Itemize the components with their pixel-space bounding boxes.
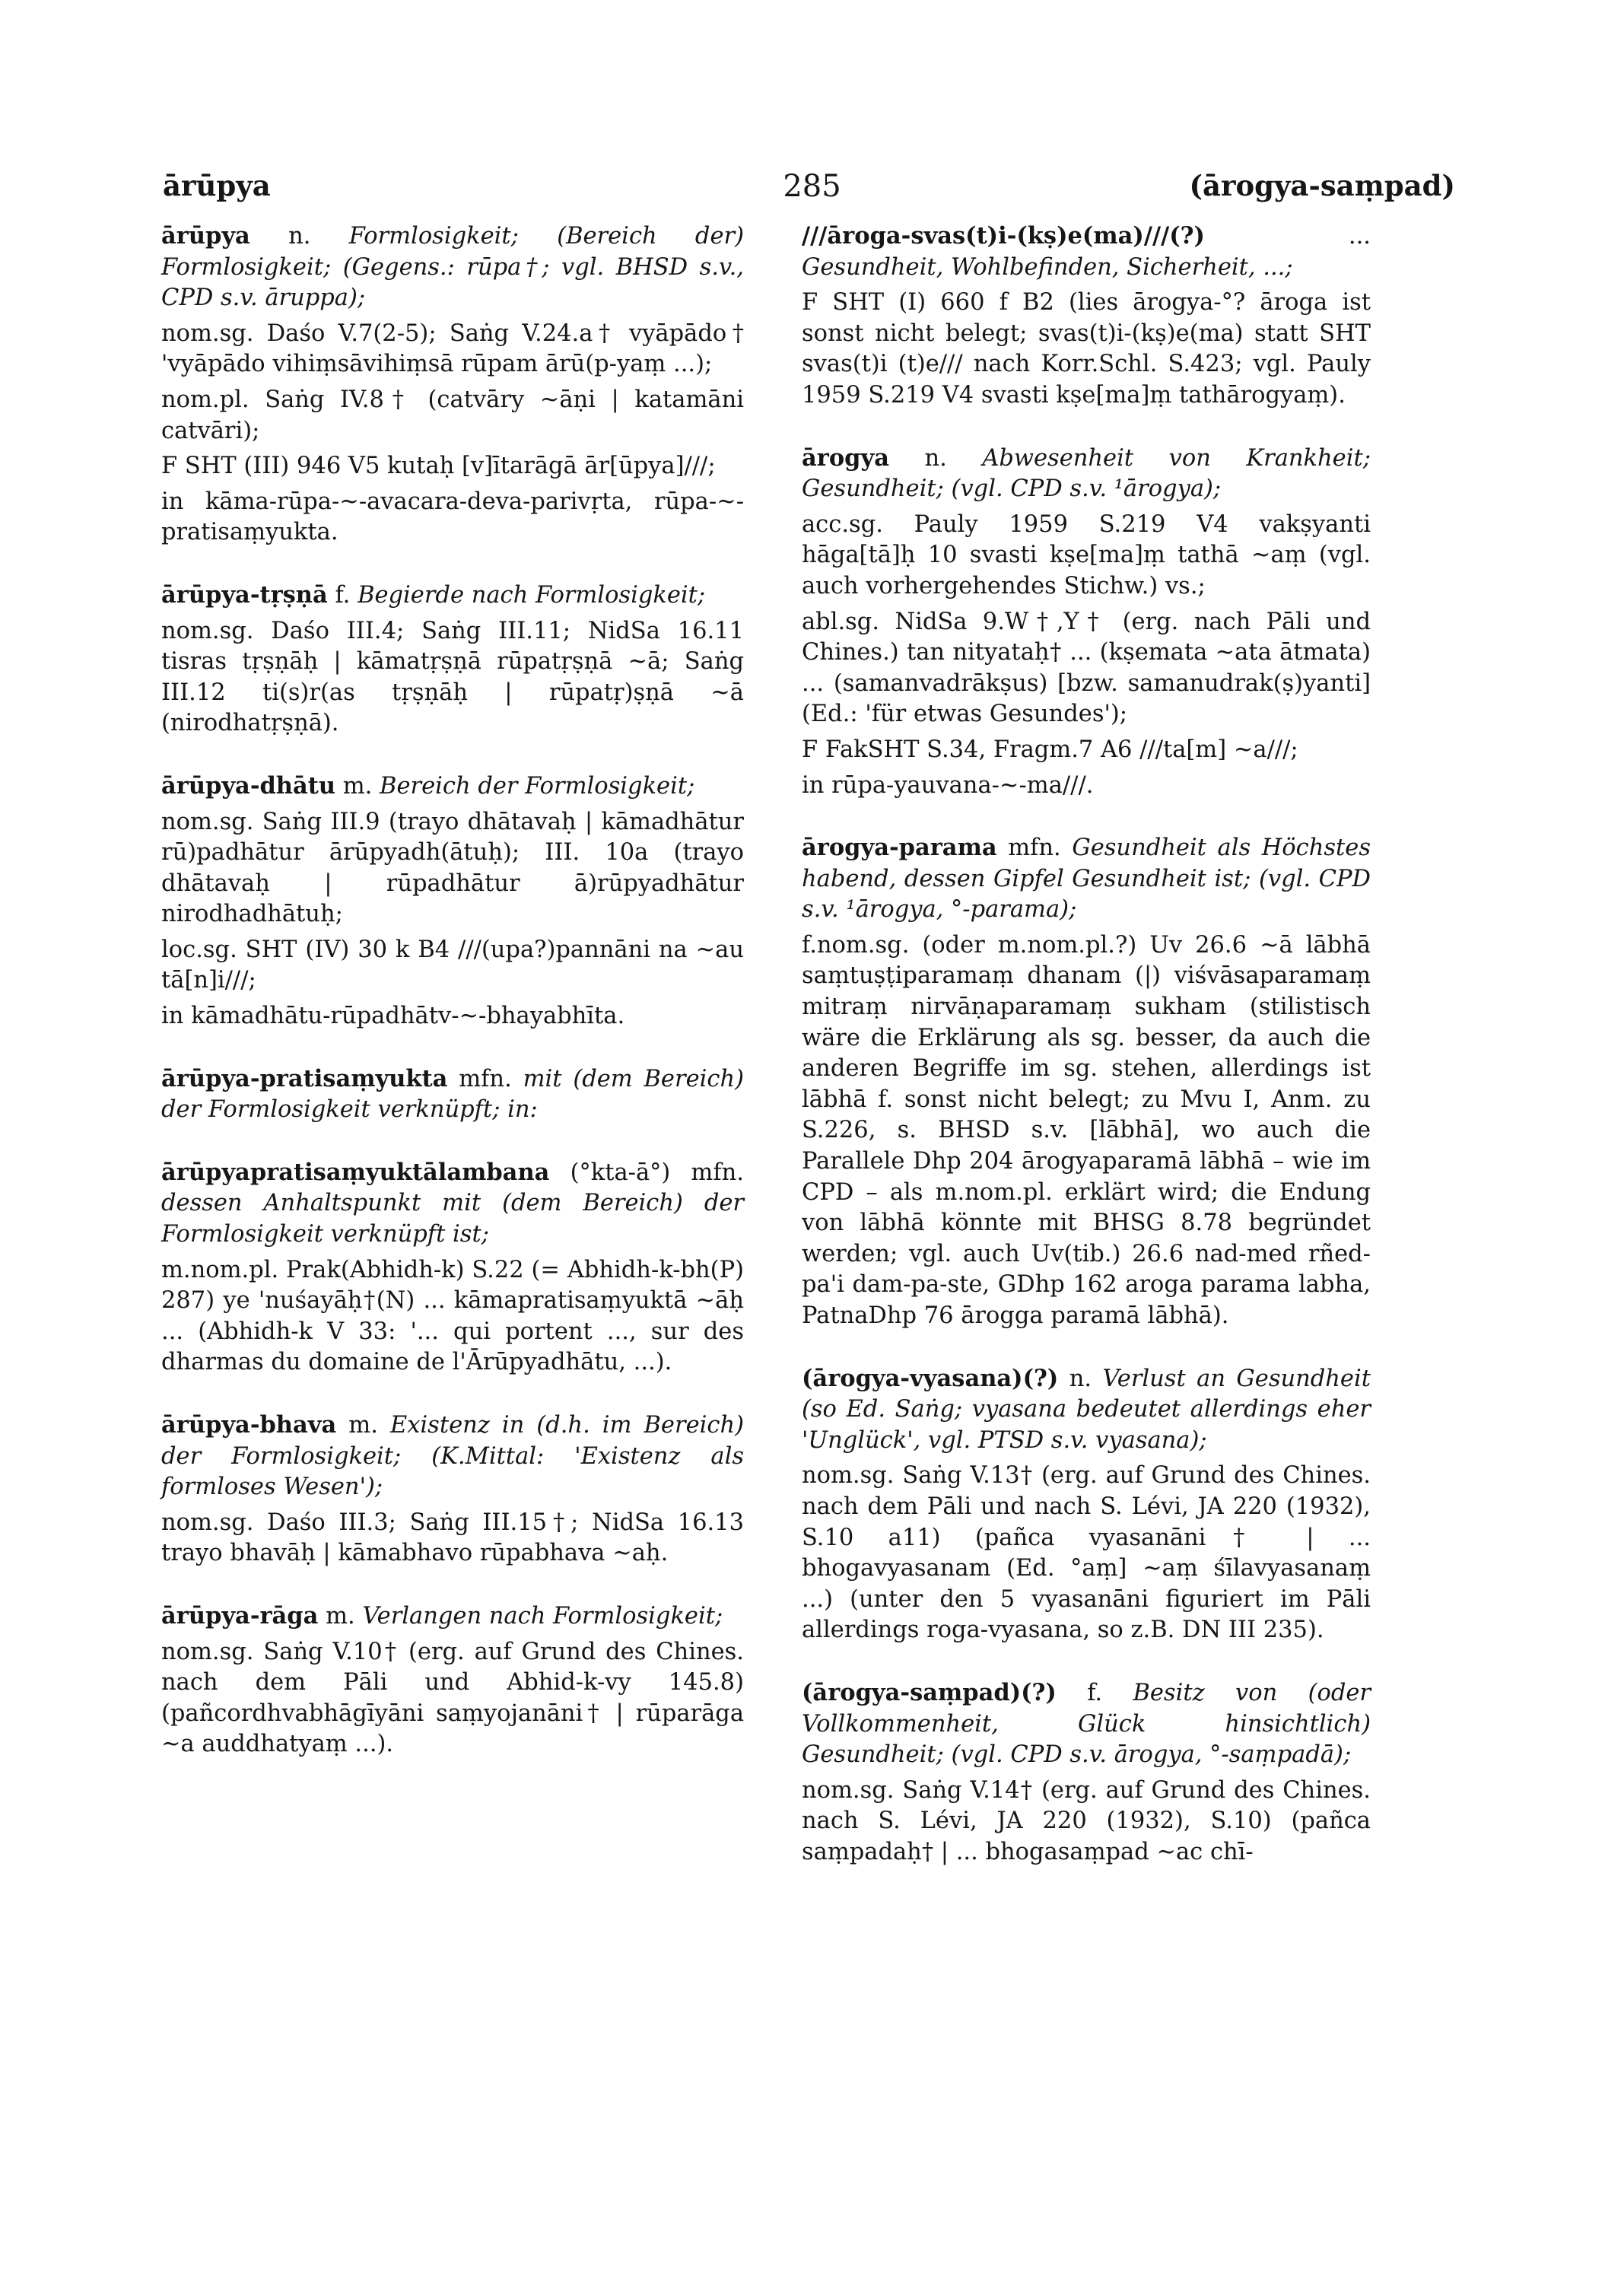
entry-pos: n.: [1069, 1365, 1092, 1392]
entry-gloss: Verlangen nach Formlosigkeit;: [362, 1602, 723, 1630]
entry-line: in kāmadhātu-rūpadhātv-~-bhayabhīta.: [161, 1003, 625, 1030]
header-right-headword: (ārogya-saṃpad): [1189, 169, 1455, 202]
dictionary-entry: [161, 771, 744, 1032]
entry-gloss: Gesundheit als Höchstes habend, dessen Gipfel Gesundheit ist; (vgl. CPD s.v. ¹ārogya, °-parama);: [802, 835, 1371, 924]
entry-pos: m.: [348, 1412, 378, 1439]
entry-gloss: Besitz von (oder Vollkommenheit, Glück hinsichtlich) Gesundheit; (vgl. CPD s.v. ārogya, °-saṃpadā);: [802, 1679, 1371, 1769]
entry-gloss: Bereich der Formlosigkeit;: [380, 772, 695, 800]
right-column: [802, 221, 1371, 1900]
entry-line: m.nom.pl. Prak(Abhidh-k) S.22 (= Abhidh-k-bh(P) 287) ye 'nuśayāḥ†(N) ... kāmapratisaṃyuktā ~āḥ ... (Abhidh-k V 33: '... qui portent ..., sur des dharmas du domaine de l'Ārūpyadhātu, ...).: [161, 1256, 744, 1376]
entry-headword: ārūpyapratisaṃyuktālambana: [161, 1158, 550, 1186]
entry-headword: ārūpya-dhātu: [161, 771, 336, 800]
dictionary-entry: [161, 1064, 744, 1126]
dictionary-entry: [802, 832, 1371, 1332]
entry-gloss: dessen Anhaltspunkt mit (dem Bereich) der Formlosigkeit verknüpft ist;: [161, 1190, 744, 1248]
entry-pos: f.: [1087, 1679, 1103, 1706]
entry-gloss: Verlust an Gesundheit (so Ed. Saṅg; vyasana bedeutet allerdings eher 'Unglück', vgl. PTSD s.v. vyasana);: [802, 1365, 1371, 1454]
entry-headword: (ārogya-saṃpad)(?): [802, 1678, 1057, 1706]
entry-headword: ārūpya-pratisaṃyukta: [161, 1064, 448, 1092]
entry-gloss: Formlosigkeit; (Bereich der) Formlosigkeit; (Gegens.: rūpa†; vgl. BHSD s.v., CPD s.v. āruppa);: [161, 223, 744, 312]
entry-pos: ...: [1348, 223, 1371, 250]
entry-gloss: Abwesenheit von Krankheit; Gesundheit; (vgl. CPD s.v. ¹ārogya);: [802, 444, 1371, 503]
left-column: [161, 221, 744, 1792]
entry-line: in rūpa-yauvana-~-ma///.: [802, 771, 1094, 799]
entry-headword: ārūpya-bhava: [161, 1411, 337, 1439]
dictionary-entry: [161, 1157, 744, 1378]
page-number: 285: [783, 169, 841, 204]
entry-line: abl.sg. NidSa 9.W†,Y† (erg. nach Pāli und Chines.) tan nityataḥ† ... (kṣemata ~ata ātmata) ... (samanvadrākṣus) [bzw. samanudrak(ṣ)yanti] (Ed.: 'für etwas Gesundes');: [802, 608, 1371, 728]
entry-gloss: Existenz in (d.h. im Bereich) der Formlosigkeit; (K.Mittal: 'Existenz als formloses Wesen');: [161, 1412, 744, 1501]
entry-pos: m.: [326, 1602, 355, 1630]
entry-headword: ārogya-parama: [802, 834, 997, 862]
entry-headword: ārūpya-tṛṣṇā: [161, 580, 328, 609]
dictionary-entry: [802, 1677, 1371, 1868]
header-left-headword: ārūpya: [163, 169, 271, 202]
entry-pos: f.: [335, 581, 351, 609]
entry-line: F SHT (III) 946 V5 kutaḥ [v]ītarāgā ār[ūpya]///;: [161, 453, 716, 480]
entry-line: nom.sg. Daśo III.4; Saṅg III.11; NidSa 16.11 tisras tṛṣṇāḥ | kāmatṛṣṇā rūpatṛṣṇā ~ā; Saṅg III.12 ti(s)r(as tṛṣṇāḥ | rūpatṛ)ṣṇā ~ā (nirodhatṛṣṇā).: [161, 617, 744, 737]
entry-line: nom.sg. Saṅg III.9 (trayo dhātavaḥ | kāmadhātur rū)padhātur ārūpyadh(ātuḥ); III. 10a (trayo dhātavaḥ | rūpadhātur ā)rūpyadhātur nirodhadhātuḥ;: [161, 808, 744, 928]
dictionary-entry: [161, 1601, 744, 1760]
entry-line: nom.sg. Saṅg V.14† (erg. auf Grund des Chines. nach S. Lévi, JA 220 (1932), S.10) (pañca saṃpadaḥ† | ... bhogasaṃpad ~ac chī-: [802, 1776, 1371, 1865]
entry-line: nom.sg. Daśo V.7(2-5); Saṅg V.24.a† vyāpādo† 'vyāpādo vihiṃsāvihiṃsā rūpam ārū(p-yaṃ ...);: [161, 320, 744, 378]
entry-line: nom.sg. Saṅg V.10† (erg. auf Grund des Chines. nach dem Pāli und Abhid-k-vy 145.8) (pañcordhvabhāgīyāni saṃyojanāni† | rūparāga ~a auddhatyaṃ ...).: [161, 1638, 744, 1758]
entry-line: loc.sg. SHT (IV) 30 k B4 ///(upa?)pannāni na ~au tā[n]i///;: [161, 936, 744, 994]
dictionary-entry: [161, 580, 744, 739]
entry-headword: (ārogya-vyasana)(?): [802, 1364, 1059, 1392]
entry-pos: n.: [288, 223, 311, 250]
dictionary-entry: [802, 443, 1371, 802]
entry-gloss: mit (dem Bereich) der Formlosigkeit verknüpft; in:: [161, 1065, 744, 1124]
page-header: [0, 169, 1624, 215]
entry-line: nom.sg. Saṅg V.13† (erg. auf Grund des Chines. nach dem Pāli und nach S. Lévi, JA 220 (1932), S.10 a11) (pañca vyasanāni† | ... bhogavyasanam (Ed. °aṃ] ~aṃ śīlavyasanaṃ ...) (unter den 5 vyasanāni figuriert im Pāli allerdings roga-vyasana, so z.B. DN III 235).: [802, 1462, 1371, 1644]
entry-line: in kāma-rūpa-~-avacara-deva-parivṛta, rūpa-~-pratisaṃyukta.: [161, 488, 744, 546]
entry-line: F FakSHT S.34, Fragm.7 A6 ///ta[m] ~a///;: [802, 736, 1298, 763]
entry-pos: n.: [924, 444, 947, 472]
entry-headword: ārūpya: [161, 222, 250, 250]
entry-line: F SHT (I) 660 f B2 (lies ārogya-°? āroga ist sonst nicht belegt; svas(t)i-(kṣ)e(ma) statt SHT svas(t)i (t)e/// nach Korr.Schl. S.423; vgl. Pauly 1959 S.219 V4 svasti kṣe[ma]ṃ tathārogyaṃ).: [802, 289, 1371, 409]
entry-headword: ārogya: [802, 444, 889, 472]
dictionary-entry: [161, 221, 744, 548]
dictionary-entry: [802, 1363, 1371, 1646]
entry-pos: m.: [342, 772, 373, 800]
entry-pos: mfn.: [459, 1065, 512, 1092]
entry-gloss: Gesundheit, Wohlbefinden, Sicherheit, ...;: [802, 253, 1293, 281]
entry-pos: (°kta-ā°) mfn.: [570, 1159, 744, 1186]
entry-pos: mfn.: [1008, 835, 1061, 862]
entry-gloss: Begierde nach Formlosigkeit;: [358, 581, 706, 609]
dictionary-entry: [802, 221, 1371, 412]
entry-line: f.nom.sg. (oder m.nom.pl.?) Uv 26.6 ~ā lābhā saṃtuṣṭiparamaṃ dhanam (|) viśvāsaparamaṃ mitraṃ nirvāṇaparamaṃ sukham (stilistisch wäre die Erklärung als sg. besser, da auch die anderen Begriffe im sg. stehen, allerdings ist lābhā f. sonst nicht belegt; zu Mvu I, Anm. zu S.226, s. BHSD s.v. [lābhā], wo auch die Parallele Dhp 204 ārogyaparamā lābhā – wie im CPD – als m.nom.pl. erklärt wird; die Endung von lābhā könnte mit BHSG 8.78 begründet werden; vgl. auch Uv(tib.) 26.6 nad-med rñed-pa'i dam-pa-ste, GDhp 162 aroga parama labha, PatnaDhp 76 ārogga paramā lābhā).: [802, 931, 1371, 1329]
entry-headword: ārūpya-rāga: [161, 1601, 319, 1630]
entry-line: nom.pl. Saṅg IV.8† (catvāry ~āṇi | katamāni catvāri);: [161, 386, 744, 444]
entry-line: nom.sg. Daśo III.3; Saṅg III.15†; NidSa 16.13 trayo bhavāḥ | kāmabhavo rūpabhava ~aḥ.: [161, 1509, 744, 1567]
entry-headword: ///āroga-svas(t)i-(kṣ)e(ma)///(?): [802, 222, 1205, 250]
dictionary-entry: [161, 1410, 744, 1569]
entry-line: acc.sg. Pauly 1959 S.219 V4 vakṣyanti hāga[tā]ḥ 10 svasti kṣe[ma]ṃ tathā ~aṃ (vgl. auch vorhergehendes Stichw.) vs.;: [802, 510, 1371, 599]
